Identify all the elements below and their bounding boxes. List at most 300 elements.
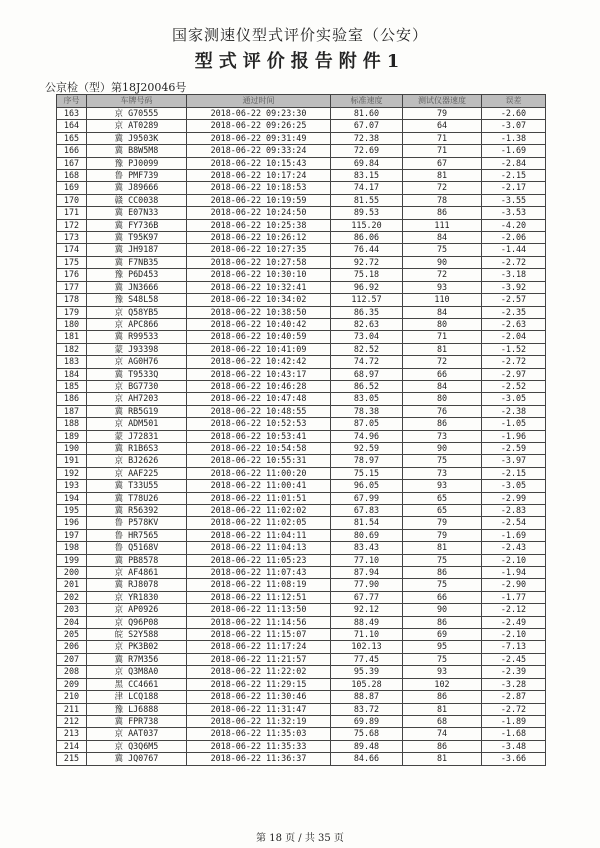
standard-speed: 92.12	[331, 604, 403, 616]
table-row	[57, 480, 546, 492]
row-index: 195	[57, 505, 87, 517]
pass-time: 2018-06-22 11:07:43	[187, 567, 331, 579]
pass-time: 2018-06-22 11:21:57	[187, 653, 331, 665]
table-header-row	[57, 95, 546, 108]
plate-number: 冀 F7NB35	[87, 256, 187, 268]
table-row	[57, 616, 546, 628]
row-index: 199	[57, 554, 87, 566]
pass-time: 2018-06-22 10:55:31	[187, 455, 331, 467]
device-speed: 72	[403, 269, 482, 281]
pass-time: 2018-06-22 10:19:59	[187, 194, 331, 206]
plate-number: 京 Q96P08	[87, 616, 187, 628]
speed-error: -2.04	[482, 331, 546, 343]
speed-error: -2.38	[482, 405, 546, 417]
speed-error: -2.12	[482, 604, 546, 616]
table-row	[57, 641, 546, 653]
plate-number: 冀 FY736B	[87, 219, 187, 231]
plate-number: 冀 T78U26	[87, 492, 187, 504]
plate-number: 冀 B8W5M8	[87, 145, 187, 157]
speed-error: -3.92	[482, 281, 546, 293]
device-speed: 86	[403, 616, 482, 628]
standard-speed: 72.69	[331, 145, 403, 157]
table-row	[57, 579, 546, 591]
pass-time: 2018-06-22 10:18:53	[187, 182, 331, 194]
pass-time: 2018-06-22 10:24:50	[187, 207, 331, 219]
pass-time: 2018-06-22 11:29:15	[187, 678, 331, 690]
speed-error: -2.10	[482, 554, 546, 566]
speed-error: -2.45	[482, 653, 546, 665]
speed-error: -1.69	[482, 145, 546, 157]
plate-number: 皖 S2Y588	[87, 629, 187, 641]
standard-speed: 82.63	[331, 318, 403, 330]
standard-speed: 92.59	[331, 442, 403, 454]
standard-speed: 67.07	[331, 120, 403, 132]
table-row	[57, 120, 546, 132]
row-index: 169	[57, 182, 87, 194]
pass-time: 2018-06-22 09:23:30	[187, 108, 331, 120]
standard-speed: 105.28	[331, 678, 403, 690]
table-row	[57, 666, 546, 678]
speed-error: -1.38	[482, 132, 546, 144]
device-speed: 81	[403, 703, 482, 715]
device-speed: 75	[403, 455, 482, 467]
table-row	[57, 244, 546, 256]
pass-time: 2018-06-22 10:48:55	[187, 405, 331, 417]
plate-number: 冀 JN3666	[87, 281, 187, 293]
device-speed: 90	[403, 604, 482, 616]
table-row	[57, 318, 546, 330]
pass-time: 2018-06-22 11:36:37	[187, 753, 331, 765]
plate-number: 鲁 Q5168V	[87, 542, 187, 554]
pass-time: 2018-06-22 10:38:50	[187, 306, 331, 318]
speed-error: -2.54	[482, 517, 546, 529]
standard-speed: 88.49	[331, 616, 403, 628]
table-row	[57, 219, 546, 231]
standard-speed: 75.18	[331, 269, 403, 281]
table-row	[57, 430, 546, 442]
device-speed: 86	[403, 567, 482, 579]
standard-speed: 78.38	[331, 405, 403, 417]
table-row	[57, 653, 546, 665]
pass-time: 2018-06-22 10:52:53	[187, 418, 331, 430]
table-row	[57, 740, 546, 752]
plate-number: 冀 T9533Q	[87, 368, 187, 380]
standard-speed: 112.57	[331, 294, 403, 306]
row-index: 174	[57, 244, 87, 256]
standard-speed: 78.97	[331, 455, 403, 467]
row-index: 168	[57, 170, 87, 182]
device-speed: 76	[403, 405, 482, 417]
row-index: 194	[57, 492, 87, 504]
pass-time: 2018-06-22 11:22:02	[187, 666, 331, 678]
plate-number: 冀 RJ8078	[87, 579, 187, 591]
document-number: 公京检（型）第18J20046号	[45, 81, 187, 94]
table-row	[57, 591, 546, 603]
row-index: 197	[57, 529, 87, 541]
plate-number: 豫 PJ0099	[87, 157, 187, 169]
plate-number: 蒙 J72831	[87, 430, 187, 442]
standard-speed: 73.04	[331, 331, 403, 343]
speed-test-table	[56, 94, 546, 766]
table-row	[57, 542, 546, 554]
standard-speed: 74.72	[331, 356, 403, 368]
device-speed: 73	[403, 430, 482, 442]
device-speed: 86	[403, 691, 482, 703]
row-index: 213	[57, 728, 87, 740]
table-row	[57, 331, 546, 343]
plate-number: 京 AF4861	[87, 567, 187, 579]
speed-error: -3.28	[482, 678, 546, 690]
device-speed: 68	[403, 715, 482, 727]
plate-number: 京 AG0H76	[87, 356, 187, 368]
standard-speed: 72.38	[331, 132, 403, 144]
table-row	[57, 629, 546, 641]
plate-number: 豫 P6D453	[87, 269, 187, 281]
speed-error: -3.18	[482, 269, 546, 281]
table-row	[57, 703, 546, 715]
pass-time: 2018-06-22 10:41:09	[187, 343, 331, 355]
plate-number: 鲁 PMF739	[87, 170, 187, 182]
row-index: 164	[57, 120, 87, 132]
table-row	[57, 157, 546, 169]
pass-time: 2018-06-22 11:17:24	[187, 641, 331, 653]
standard-speed: 75.15	[331, 467, 403, 479]
device-speed: 71	[403, 331, 482, 343]
pass-time: 2018-06-22 10:46:28	[187, 380, 331, 392]
row-index: 201	[57, 579, 87, 591]
row-index: 183	[57, 356, 87, 368]
plate-number: 冀 PB8578	[87, 554, 187, 566]
row-index: 192	[57, 467, 87, 479]
speed-error: -1.89	[482, 715, 546, 727]
row-index: 165	[57, 132, 87, 144]
table-row	[57, 256, 546, 268]
plate-number: 京 BJ2626	[87, 455, 187, 467]
standard-speed: 67.83	[331, 505, 403, 517]
table-row	[57, 715, 546, 727]
device-speed: 71	[403, 145, 482, 157]
speed-error: -1.69	[482, 529, 546, 541]
pass-time: 2018-06-22 11:04:13	[187, 542, 331, 554]
row-index: 185	[57, 380, 87, 392]
standard-speed: 80.69	[331, 529, 403, 541]
plate-number: 冀 J89666	[87, 182, 187, 194]
pass-time: 2018-06-22 10:27:58	[187, 256, 331, 268]
table-row	[57, 604, 546, 616]
table-row	[57, 194, 546, 206]
plate-number: 冀 RB5G19	[87, 405, 187, 417]
pass-time: 2018-06-22 10:47:48	[187, 393, 331, 405]
row-index: 173	[57, 232, 87, 244]
pass-time: 2018-06-22 10:43:17	[187, 368, 331, 380]
standard-speed: 83.15	[331, 170, 403, 182]
plate-number: 赣 CC0038	[87, 194, 187, 206]
standard-speed: 82.52	[331, 343, 403, 355]
pass-time: 2018-06-22 10:32:41	[187, 281, 331, 293]
plate-number: 京 AAF225	[87, 467, 187, 479]
row-index: 177	[57, 281, 87, 293]
speed-error: -2.39	[482, 666, 546, 678]
device-speed: 95	[403, 641, 482, 653]
table-row	[57, 554, 546, 566]
table-row	[57, 182, 546, 194]
plate-number: 京 AT0289	[87, 120, 187, 132]
standard-speed: 102.13	[331, 641, 403, 653]
row-index: 215	[57, 753, 87, 765]
device-speed: 75	[403, 579, 482, 591]
speed-error: -3.48	[482, 740, 546, 752]
row-index: 193	[57, 480, 87, 492]
speed-error: -2.52	[482, 380, 546, 392]
device-speed: 66	[403, 591, 482, 603]
pass-time: 2018-06-22 11:35:33	[187, 740, 331, 752]
standard-speed: 83.05	[331, 393, 403, 405]
plate-number: 冀 R99533	[87, 331, 187, 343]
row-index: 178	[57, 294, 87, 306]
device-speed: 90	[403, 442, 482, 454]
row-index: 181	[57, 331, 87, 343]
device-speed: 65	[403, 492, 482, 504]
table-row	[57, 418, 546, 430]
row-index: 176	[57, 269, 87, 281]
device-speed: 71	[403, 132, 482, 144]
standard-speed: 67.77	[331, 591, 403, 603]
table-row	[57, 393, 546, 405]
standard-speed: 81.55	[331, 194, 403, 206]
speed-error: -2.84	[482, 157, 546, 169]
device-speed: 78	[403, 194, 482, 206]
table-row	[57, 281, 546, 293]
table-row	[57, 380, 546, 392]
standard-speed: 69.84	[331, 157, 403, 169]
pass-time: 2018-06-22 09:31:49	[187, 132, 331, 144]
plate-number: 鲁 HR7565	[87, 529, 187, 541]
standard-speed: 96.05	[331, 480, 403, 492]
speed-error: -3.55	[482, 194, 546, 206]
table-row	[57, 567, 546, 579]
row-index: 166	[57, 145, 87, 157]
standard-speed: 89.48	[331, 740, 403, 752]
standard-speed: 77.45	[331, 653, 403, 665]
standard-speed: 87.94	[331, 567, 403, 579]
plate-number: 京 APC866	[87, 318, 187, 330]
pass-time: 2018-06-22 10:17:24	[187, 170, 331, 182]
table-body	[57, 108, 546, 766]
plate-number: 京 Q3Q6M5	[87, 740, 187, 752]
device-speed: 102	[403, 678, 482, 690]
device-speed: 84	[403, 380, 482, 392]
device-speed: 75	[403, 244, 482, 256]
pass-time: 2018-06-22 10:15:43	[187, 157, 331, 169]
plate-number: 蒙 J93398	[87, 343, 187, 355]
pass-time: 2018-06-22 11:02:05	[187, 517, 331, 529]
pass-time: 2018-06-22 11:05:23	[187, 554, 331, 566]
device-speed: 110	[403, 294, 482, 306]
device-speed: 67	[403, 157, 482, 169]
standard-speed: 87.05	[331, 418, 403, 430]
row-index: 212	[57, 715, 87, 727]
plate-number: 京 G70555	[87, 108, 187, 120]
plate-number: 京 ADM501	[87, 418, 187, 430]
table-row	[57, 691, 546, 703]
pass-time: 2018-06-22 10:26:12	[187, 232, 331, 244]
plate-number: 冀 E07N33	[87, 207, 187, 219]
standard-speed: 84.66	[331, 753, 403, 765]
speed-error: -1.44	[482, 244, 546, 256]
row-index: 163	[57, 108, 87, 120]
speed-error: -3.05	[482, 393, 546, 405]
standard-speed: 67.99	[331, 492, 403, 504]
row-index: 180	[57, 318, 87, 330]
standard-speed: 96.92	[331, 281, 403, 293]
speed-error: -3.53	[482, 207, 546, 219]
row-index: 205	[57, 629, 87, 641]
table-row	[57, 455, 546, 467]
plate-number: 京 AH7203	[87, 393, 187, 405]
speed-error: -2.49	[482, 616, 546, 628]
row-index: 203	[57, 604, 87, 616]
row-index: 204	[57, 616, 87, 628]
pass-time: 2018-06-22 11:31:47	[187, 703, 331, 715]
row-index: 186	[57, 393, 87, 405]
standard-speed: 88.87	[331, 691, 403, 703]
speed-error: -1.96	[482, 430, 546, 442]
device-speed: 72	[403, 356, 482, 368]
device-speed: 75	[403, 653, 482, 665]
standard-speed: 115.20	[331, 219, 403, 231]
standard-speed: 95.39	[331, 666, 403, 678]
col-header-plate: 车牌号码	[87, 95, 187, 108]
table-row	[57, 170, 546, 182]
pass-time: 2018-06-22 11:01:51	[187, 492, 331, 504]
table-row	[57, 269, 546, 281]
table-row	[57, 467, 546, 479]
device-speed: 81	[403, 170, 482, 182]
row-index: 167	[57, 157, 87, 169]
row-index: 214	[57, 740, 87, 752]
plate-number: 冀 R7M356	[87, 653, 187, 665]
standard-speed: 68.97	[331, 368, 403, 380]
row-index: 170	[57, 194, 87, 206]
standard-speed: 69.89	[331, 715, 403, 727]
speed-error: -2.17	[482, 182, 546, 194]
pass-time: 2018-06-22 10:25:38	[187, 219, 331, 231]
speed-error: -3.07	[482, 120, 546, 132]
col-header-standard-speed: 标准速度	[331, 95, 403, 108]
speed-error: -4.20	[482, 219, 546, 231]
pass-time: 2018-06-22 10:42:42	[187, 356, 331, 368]
standard-speed: 81.60	[331, 108, 403, 120]
plate-number: 京 Q3M8A0	[87, 666, 187, 678]
speed-error: -7.13	[482, 641, 546, 653]
col-header-device-speed: 测试仪器速度	[403, 95, 482, 108]
plate-number: 冀 J9503K	[87, 132, 187, 144]
pass-time: 2018-06-22 11:04:11	[187, 529, 331, 541]
standard-speed: 81.54	[331, 517, 403, 529]
plate-number: 京 AAT037	[87, 728, 187, 740]
row-index: 179	[57, 306, 87, 318]
row-index: 211	[57, 703, 87, 715]
plate-number: 京 PK3B02	[87, 641, 187, 653]
speed-error: -2.10	[482, 629, 546, 641]
speed-error: -2.72	[482, 256, 546, 268]
plate-number: 冀 R1B6S3	[87, 442, 187, 454]
table-row	[57, 343, 546, 355]
plate-number: 冀 T95K97	[87, 232, 187, 244]
plate-number: 黑 CC4661	[87, 678, 187, 690]
row-index: 210	[57, 691, 87, 703]
speed-error: -2.90	[482, 579, 546, 591]
device-speed: 81	[403, 542, 482, 554]
device-speed: 84	[403, 306, 482, 318]
row-index: 190	[57, 442, 87, 454]
standard-speed: 89.53	[331, 207, 403, 219]
table-row	[57, 678, 546, 690]
speed-error: -2.60	[482, 108, 546, 120]
standard-speed: 92.72	[331, 256, 403, 268]
row-index: 172	[57, 219, 87, 231]
device-speed: 84	[403, 232, 482, 244]
pass-time: 2018-06-22 09:33:24	[187, 145, 331, 157]
plate-number: 鲁 P578KV	[87, 517, 187, 529]
speed-error: -2.99	[482, 492, 546, 504]
speed-error: -2.72	[482, 703, 546, 715]
speed-error: -2.15	[482, 170, 546, 182]
device-speed: 74	[403, 728, 482, 740]
speed-error: -1.52	[482, 343, 546, 355]
pass-time: 2018-06-22 09:26:25	[187, 120, 331, 132]
row-index: 175	[57, 256, 87, 268]
plate-number: 冀 FPR738	[87, 715, 187, 727]
table-row	[57, 442, 546, 454]
pass-time: 2018-06-22 10:34:02	[187, 294, 331, 306]
device-speed: 93	[403, 281, 482, 293]
speed-error: -2.57	[482, 294, 546, 306]
standard-speed: 74.17	[331, 182, 403, 194]
device-speed: 79	[403, 517, 482, 529]
table-row	[57, 145, 546, 157]
speed-error: -2.97	[482, 368, 546, 380]
pass-time: 2018-06-22 11:15:07	[187, 629, 331, 641]
standard-speed: 77.90	[331, 579, 403, 591]
table-row	[57, 505, 546, 517]
speed-error: -1.94	[482, 567, 546, 579]
speed-error: -2.43	[482, 542, 546, 554]
speed-error: -2.59	[482, 442, 546, 454]
plate-number: 冀 T33U55	[87, 480, 187, 492]
device-speed: 80	[403, 318, 482, 330]
row-index: 202	[57, 591, 87, 603]
page-number: 第 18 页 / 共 35 页	[256, 833, 344, 844]
row-index: 187	[57, 405, 87, 417]
device-speed: 65	[403, 505, 482, 517]
standard-speed: 86.52	[331, 380, 403, 392]
device-speed: 81	[403, 343, 482, 355]
device-speed: 64	[403, 120, 482, 132]
standard-speed: 83.72	[331, 703, 403, 715]
standard-speed: 86.35	[331, 306, 403, 318]
speed-error: -2.63	[482, 318, 546, 330]
table-row	[57, 492, 546, 504]
row-index: 184	[57, 368, 87, 380]
col-header-error: 误差	[482, 95, 546, 108]
pass-time: 2018-06-22 11:02:02	[187, 505, 331, 517]
row-index: 191	[57, 455, 87, 467]
pass-time: 2018-06-22 11:13:50	[187, 604, 331, 616]
table-row	[57, 368, 546, 380]
lab-title: 国家测速仪型式评价实验室（公安）	[171, 26, 428, 44]
col-header-index: 序号	[57, 95, 87, 108]
